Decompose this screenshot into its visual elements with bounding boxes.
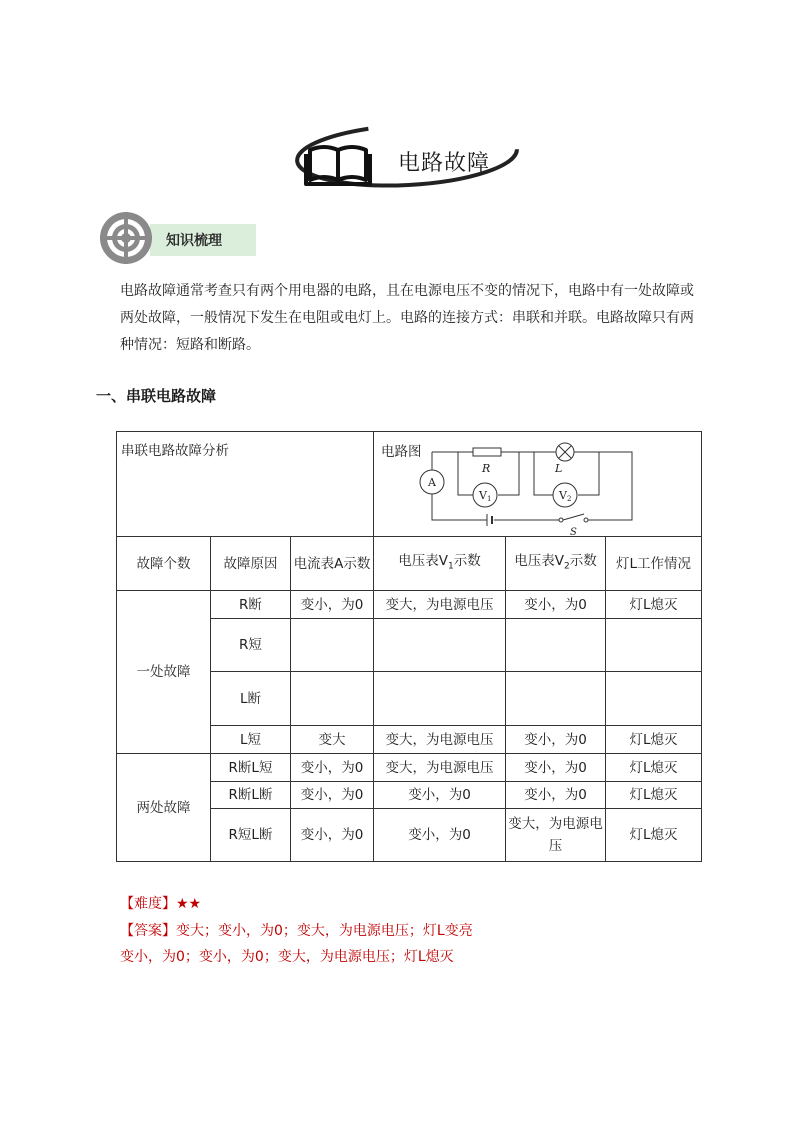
cell-lamp[interactable] <box>606 672 702 726</box>
target-icon <box>100 212 152 264</box>
section-badge-label: 知识梳理 <box>166 233 222 249</box>
header-lamp: 灯L工作情况 <box>606 537 702 591</box>
cell-v2: 变小，为0 <box>506 782 606 809</box>
answer-label: 【答案】 <box>120 923 176 939</box>
book-icon <box>306 147 370 184</box>
cell-ammeter: 变小，为0 <box>291 591 374 619</box>
cell-v2: 变小，为0 <box>506 754 606 782</box>
cell-cause: R短 <box>211 619 291 672</box>
cell-v2[interactable] <box>506 672 606 726</box>
header-ammeter: 电流表A示数 <box>291 537 374 591</box>
difficulty-line <box>120 893 201 913</box>
v1-label: V <box>479 489 487 502</box>
cell-v1: 变大，为电源电压 <box>374 726 506 754</box>
cell-v2[interactable] <box>506 619 606 672</box>
cell-ammeter[interactable] <box>291 672 374 726</box>
fault-analysis-table <box>116 431 702 862</box>
difficulty-stars: ★★ <box>176 896 202 912</box>
resistor-label: R <box>482 462 491 475</box>
cell-v1: 变大，为电源电压 <box>374 754 506 782</box>
cell-lamp[interactable] <box>606 619 702 672</box>
cell-lamp: 灯L熄灭 <box>606 754 702 782</box>
cell-v2: 变小，为0 <box>506 726 606 754</box>
v2-sub: 2 <box>566 495 572 503</box>
group-label: 两处故障 <box>117 754 211 862</box>
circuit-diagram-label: 电路图 <box>381 444 422 460</box>
cell-lamp: 灯L熄灭 <box>606 782 702 809</box>
cell-v1: 变小，为0 <box>374 809 506 862</box>
cell-v1: 变小，为0 <box>374 782 506 809</box>
answer-line-1 <box>120 920 473 940</box>
cell-ammeter: 变小，为0 <box>291 782 374 809</box>
cell-cause: L短 <box>211 726 291 754</box>
cell-lamp: 灯L熄灭 <box>606 726 702 754</box>
cell-v2: 变小，为0 <box>506 591 606 619</box>
cell-cause: R短L断 <box>211 809 291 862</box>
header-v2: 电压表$V_2$示数 <box>506 537 606 591</box>
header-cause: 故障原因 <box>211 537 291 591</box>
cell-v1[interactable] <box>374 619 506 672</box>
cell-ammeter[interactable] <box>291 619 374 672</box>
page-title: 电路故障 <box>398 151 491 176</box>
cell-v2: 变大，为电源电压 <box>506 809 606 862</box>
answer-text-1: 变大；变小，为0；变大，为电源电压；灯L变亮 <box>176 923 473 939</box>
cell-cause: L断 <box>211 672 291 726</box>
header-count: 故障个数 <box>117 537 211 591</box>
cell-lamp: 灯L熄灭 <box>606 591 702 619</box>
table-caption: 串联电路故障分析 <box>117 432 374 537</box>
cell-cause: R断 <box>211 591 291 619</box>
cell-ammeter: 变大 <box>291 726 374 754</box>
cell-cause: R断L断 <box>211 782 291 809</box>
lamp-label: L <box>555 462 563 475</box>
table-row <box>117 591 702 619</box>
table-row <box>117 754 702 782</box>
v2-label: V <box>559 489 567 502</box>
section-heading: 一、串联电路故障 <box>96 387 217 405</box>
resistor-symbol <box>473 448 501 456</box>
cell-ammeter: 变小，为0 <box>291 754 374 782</box>
cell-cause: R断L短 <box>211 754 291 782</box>
group-label: 一处故障 <box>117 591 211 754</box>
ammeter-label: A <box>428 476 436 489</box>
cell-v1[interactable] <box>374 672 506 726</box>
cell-lamp: 灯L熄灭 <box>606 809 702 862</box>
circuit-diagram <box>374 432 702 537</box>
lamp-symbol <box>556 443 574 461</box>
answer-line-2: 变小，为0；变小，为0；变大，为电源电压；灯L熄灭 <box>120 949 454 965</box>
switch-label: S <box>570 527 577 537</box>
difficulty-label: 【难度】 <box>120 896 176 912</box>
header-v1: 电压表$V_1$示数 <box>374 537 506 591</box>
cell-v1: 变大，为电源电压 <box>374 591 506 619</box>
circuit-diagram-cell <box>374 432 702 537</box>
cell-ammeter: 变小，为0 <box>291 809 374 862</box>
v1-sub: 1 <box>486 495 492 503</box>
intro-paragraph: 电路故障通常考查只有两个用电器的电路，且在电源电压不变的情况下，电路中有一处故障或两处故障，一般情况下发生在电阻或电灯上。电路的连接方式：串联和并联。电路故障只有两种情况：短路和断路。 <box>120 283 694 353</box>
